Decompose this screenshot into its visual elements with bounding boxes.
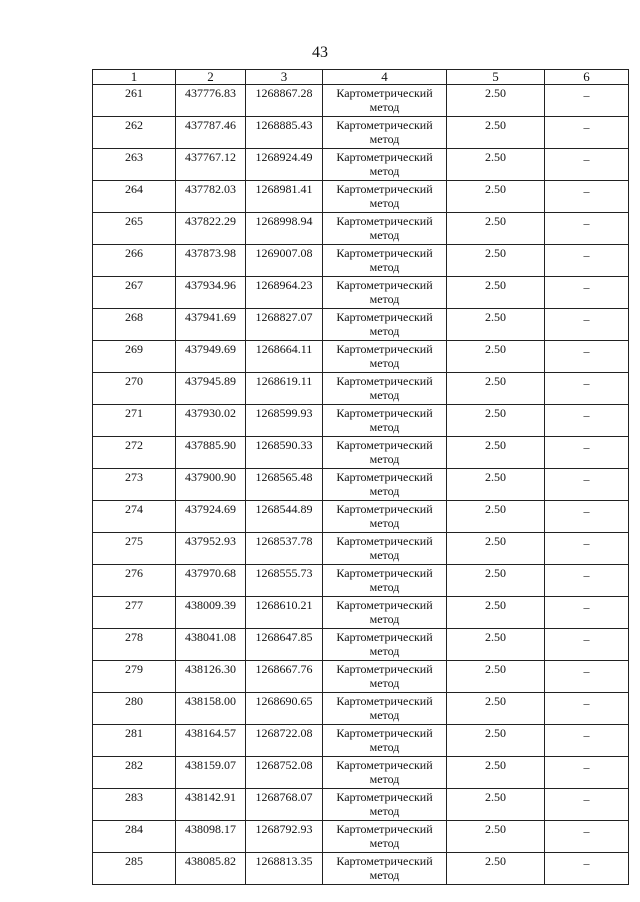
y-coordinate-cell: 1268565.48 bbox=[246, 469, 323, 501]
note-dash: – bbox=[583, 280, 590, 294]
point-number-cell: 273 bbox=[93, 469, 176, 501]
accuracy-cell: 2.50 bbox=[447, 501, 545, 533]
method-line-2: метод bbox=[369, 484, 400, 498]
x-coordinate-cell: 437934.96 bbox=[176, 277, 246, 309]
method-line-1: Картометрический bbox=[336, 182, 433, 196]
point-number-cell: 271 bbox=[93, 405, 176, 437]
method-line-1: Картометрический bbox=[336, 758, 433, 772]
point-number-cell: 281 bbox=[93, 725, 176, 757]
y-coordinate-cell: 1268981.41 bbox=[246, 181, 323, 213]
table-row bbox=[93, 597, 629, 629]
x-coordinate-cell: 437945.89 bbox=[176, 373, 246, 405]
x-coordinate-cell: 437949.69 bbox=[176, 341, 246, 373]
accuracy-cell: 2.50 bbox=[447, 853, 545, 885]
note-cell bbox=[545, 277, 629, 309]
point-number-cell: 285 bbox=[93, 853, 176, 885]
note-cell bbox=[545, 405, 629, 437]
method-line-1: Картометрический bbox=[336, 438, 433, 452]
note-dash: – bbox=[583, 792, 590, 806]
y-coordinate-cell: 1268885.43 bbox=[246, 117, 323, 149]
note-cell bbox=[545, 85, 629, 117]
note-cell bbox=[545, 661, 629, 693]
note-cell bbox=[545, 149, 629, 181]
method-cell bbox=[323, 213, 447, 245]
x-coordinate-cell: 438158.00 bbox=[176, 693, 246, 725]
method-line-1: Картометрический bbox=[336, 630, 433, 644]
table-row bbox=[93, 309, 629, 341]
point-number-cell: 276 bbox=[93, 565, 176, 597]
note-dash: – bbox=[583, 696, 590, 710]
header-col-4: 4 bbox=[323, 70, 447, 85]
method-line-2: метод bbox=[369, 324, 400, 338]
method-line-1: Картометрический bbox=[336, 726, 433, 740]
method-cell bbox=[323, 437, 447, 469]
y-coordinate-cell: 1268768.07 bbox=[246, 789, 323, 821]
x-coordinate-cell: 437782.03 bbox=[176, 181, 246, 213]
note-dash: – bbox=[583, 856, 590, 870]
y-coordinate-cell: 1268722.08 bbox=[246, 725, 323, 757]
point-number-cell: 277 bbox=[93, 597, 176, 629]
accuracy-cell: 2.50 bbox=[447, 565, 545, 597]
note-dash: – bbox=[583, 760, 590, 774]
table-row bbox=[93, 789, 629, 821]
method-line-1: Картометрический bbox=[336, 342, 433, 356]
table-row bbox=[93, 277, 629, 309]
table-row bbox=[93, 85, 629, 117]
note-cell bbox=[545, 693, 629, 725]
y-coordinate-cell: 1268590.33 bbox=[246, 437, 323, 469]
note-dash: – bbox=[583, 568, 590, 582]
method-line-2: метод bbox=[369, 868, 400, 882]
table-row bbox=[93, 533, 629, 565]
method-cell bbox=[323, 693, 447, 725]
method-cell bbox=[323, 181, 447, 213]
x-coordinate-cell: 437776.83 bbox=[176, 85, 246, 117]
note-dash: – bbox=[583, 664, 590, 678]
x-coordinate-cell: 438164.57 bbox=[176, 725, 246, 757]
x-coordinate-cell: 438009.39 bbox=[176, 597, 246, 629]
point-number-cell: 261 bbox=[93, 85, 176, 117]
note-dash: – bbox=[583, 312, 590, 326]
table-row bbox=[93, 245, 629, 277]
method-line-1: Картометрический bbox=[336, 118, 433, 132]
table-row bbox=[93, 853, 629, 885]
method-line-2: метод bbox=[369, 548, 400, 562]
method-line-1: Картометрический bbox=[336, 598, 433, 612]
table-row bbox=[93, 629, 629, 661]
note-cell bbox=[545, 757, 629, 789]
table-row bbox=[93, 725, 629, 757]
method-line-2: метод bbox=[369, 452, 400, 466]
x-coordinate-cell: 438159.07 bbox=[176, 757, 246, 789]
note-cell bbox=[545, 501, 629, 533]
accuracy-cell: 2.50 bbox=[447, 213, 545, 245]
method-line-2: метод bbox=[369, 388, 400, 402]
method-cell bbox=[323, 469, 447, 501]
note-dash: – bbox=[583, 824, 590, 838]
note-cell bbox=[545, 181, 629, 213]
x-coordinate-cell: 438142.91 bbox=[176, 789, 246, 821]
method-line-1: Картометрический bbox=[336, 662, 433, 676]
method-line-1: Картометрический bbox=[336, 854, 433, 868]
x-coordinate-cell: 437822.29 bbox=[176, 213, 246, 245]
method-cell bbox=[323, 117, 447, 149]
table-row bbox=[93, 437, 629, 469]
table-row bbox=[93, 661, 629, 693]
method-cell bbox=[323, 373, 447, 405]
x-coordinate-cell: 438098.17 bbox=[176, 821, 246, 853]
note-cell bbox=[545, 373, 629, 405]
method-line-1: Картометрический bbox=[336, 470, 433, 484]
y-coordinate-cell: 1268667.76 bbox=[246, 661, 323, 693]
x-coordinate-cell: 437952.93 bbox=[176, 533, 246, 565]
method-line-2: метод bbox=[369, 836, 400, 850]
note-cell bbox=[545, 341, 629, 373]
method-cell bbox=[323, 629, 447, 661]
method-line-1: Картометрический bbox=[336, 214, 433, 228]
method-line-1: Картометрический bbox=[336, 310, 433, 324]
point-number-cell: 266 bbox=[93, 245, 176, 277]
y-coordinate-cell: 1268813.35 bbox=[246, 853, 323, 885]
method-cell bbox=[323, 789, 447, 821]
y-coordinate-cell: 1268610.21 bbox=[246, 597, 323, 629]
accuracy-cell: 2.50 bbox=[447, 245, 545, 277]
method-cell bbox=[323, 565, 447, 597]
x-coordinate-cell: 437924.69 bbox=[176, 501, 246, 533]
accuracy-cell: 2.50 bbox=[447, 437, 545, 469]
note-cell bbox=[545, 469, 629, 501]
accuracy-cell: 2.50 bbox=[447, 341, 545, 373]
table-row bbox=[93, 373, 629, 405]
note-cell bbox=[545, 853, 629, 885]
note-cell bbox=[545, 213, 629, 245]
x-coordinate-cell: 438041.08 bbox=[176, 629, 246, 661]
table-row bbox=[93, 341, 629, 373]
x-coordinate-cell: 437767.12 bbox=[176, 149, 246, 181]
method-line-1: Картометрический bbox=[336, 406, 433, 420]
note-dash: – bbox=[583, 600, 590, 614]
note-cell bbox=[545, 117, 629, 149]
x-coordinate-cell: 437900.90 bbox=[176, 469, 246, 501]
note-dash: – bbox=[583, 184, 590, 198]
method-cell bbox=[323, 533, 447, 565]
header-col-6: 6 bbox=[545, 70, 629, 85]
x-coordinate-cell: 437930.02 bbox=[176, 405, 246, 437]
accuracy-cell: 2.50 bbox=[447, 725, 545, 757]
x-coordinate-cell: 437787.46 bbox=[176, 117, 246, 149]
page-number: 43 bbox=[312, 44, 328, 61]
method-line-2: метод bbox=[369, 612, 400, 626]
table-header bbox=[93, 70, 629, 85]
x-coordinate-cell: 438085.82 bbox=[176, 853, 246, 885]
table-body bbox=[93, 85, 629, 885]
accuracy-cell: 2.50 bbox=[447, 277, 545, 309]
table-row bbox=[93, 213, 629, 245]
accuracy-cell: 2.50 bbox=[447, 373, 545, 405]
method-line-2: метод bbox=[369, 132, 400, 146]
table-row bbox=[93, 693, 629, 725]
method-line-2: метод bbox=[369, 196, 400, 210]
accuracy-cell: 2.50 bbox=[447, 597, 545, 629]
table-row bbox=[93, 469, 629, 501]
y-coordinate-cell: 1268924.49 bbox=[246, 149, 323, 181]
table-row bbox=[93, 117, 629, 149]
point-number-cell: 283 bbox=[93, 789, 176, 821]
method-cell bbox=[323, 821, 447, 853]
point-number-cell: 275 bbox=[93, 533, 176, 565]
table-row bbox=[93, 757, 629, 789]
y-coordinate-cell: 1268792.93 bbox=[246, 821, 323, 853]
point-number-cell: 263 bbox=[93, 149, 176, 181]
method-cell bbox=[323, 405, 447, 437]
x-coordinate-cell: 437885.90 bbox=[176, 437, 246, 469]
method-line-2: метод bbox=[369, 100, 400, 114]
note-cell bbox=[545, 437, 629, 469]
y-coordinate-cell: 1268619.11 bbox=[246, 373, 323, 405]
y-coordinate-cell: 1268998.94 bbox=[246, 213, 323, 245]
method-cell bbox=[323, 661, 447, 693]
header-col-2: 2 bbox=[176, 70, 246, 85]
point-number-cell: 268 bbox=[93, 309, 176, 341]
method-line-1: Картометрический bbox=[336, 694, 433, 708]
accuracy-cell: 2.50 bbox=[447, 789, 545, 821]
point-number-cell: 280 bbox=[93, 693, 176, 725]
y-coordinate-cell: 1268752.08 bbox=[246, 757, 323, 789]
method-line-1: Картометрический bbox=[336, 86, 433, 100]
table-row bbox=[93, 405, 629, 437]
y-coordinate-cell: 1268537.78 bbox=[246, 533, 323, 565]
point-number-cell: 278 bbox=[93, 629, 176, 661]
method-line-1: Картометрический bbox=[336, 822, 433, 836]
y-coordinate-cell: 1268599.93 bbox=[246, 405, 323, 437]
method-line-2: метод bbox=[369, 772, 400, 786]
note-dash: – bbox=[583, 376, 590, 390]
accuracy-cell: 2.50 bbox=[447, 117, 545, 149]
method-cell bbox=[323, 277, 447, 309]
coordinates-table bbox=[92, 69, 629, 885]
accuracy-cell: 2.50 bbox=[447, 149, 545, 181]
method-line-2: метод bbox=[369, 228, 400, 242]
point-number-cell: 284 bbox=[93, 821, 176, 853]
accuracy-cell: 2.50 bbox=[447, 85, 545, 117]
table-row bbox=[93, 565, 629, 597]
method-cell bbox=[323, 501, 447, 533]
method-line-1: Картометрический bbox=[336, 374, 433, 388]
point-number-cell: 270 bbox=[93, 373, 176, 405]
method-line-2: метод bbox=[369, 164, 400, 178]
method-cell bbox=[323, 341, 447, 373]
method-cell bbox=[323, 597, 447, 629]
note-dash: – bbox=[583, 120, 590, 134]
note-cell bbox=[545, 533, 629, 565]
method-line-1: Картометрический bbox=[336, 534, 433, 548]
note-cell bbox=[545, 309, 629, 341]
accuracy-cell: 2.50 bbox=[447, 469, 545, 501]
method-line-2: метод bbox=[369, 708, 400, 722]
method-cell bbox=[323, 85, 447, 117]
accuracy-cell: 2.50 bbox=[447, 405, 545, 437]
note-dash: – bbox=[583, 216, 590, 230]
table-row bbox=[93, 821, 629, 853]
method-cell bbox=[323, 757, 447, 789]
note-dash: – bbox=[583, 248, 590, 262]
note-cell bbox=[545, 725, 629, 757]
note-cell bbox=[545, 597, 629, 629]
y-coordinate-cell: 1268867.28 bbox=[246, 85, 323, 117]
y-coordinate-cell: 1268690.65 bbox=[246, 693, 323, 725]
method-line-1: Картометрический bbox=[336, 790, 433, 804]
note-dash: – bbox=[583, 344, 590, 358]
point-number-cell: 262 bbox=[93, 117, 176, 149]
method-line-1: Картометрический bbox=[336, 150, 433, 164]
point-number-cell: 264 bbox=[93, 181, 176, 213]
method-cell bbox=[323, 149, 447, 181]
method-line-1: Картометрический bbox=[336, 246, 433, 260]
method-cell bbox=[323, 245, 447, 277]
method-cell bbox=[323, 309, 447, 341]
note-dash: – bbox=[583, 152, 590, 166]
point-number-cell: 267 bbox=[93, 277, 176, 309]
point-number-cell: 265 bbox=[93, 213, 176, 245]
method-line-2: метод bbox=[369, 644, 400, 658]
method-line-2: метод bbox=[369, 676, 400, 690]
point-number-cell: 282 bbox=[93, 757, 176, 789]
header-col-1: 1 bbox=[93, 70, 176, 85]
note-dash: – bbox=[583, 472, 590, 486]
y-coordinate-cell: 1268827.07 bbox=[246, 309, 323, 341]
method-line-1: Картометрический bbox=[336, 502, 433, 516]
accuracy-cell: 2.50 bbox=[447, 757, 545, 789]
method-line-2: метод bbox=[369, 804, 400, 818]
table-row bbox=[93, 181, 629, 213]
method-line-2: метод bbox=[369, 516, 400, 530]
accuracy-cell: 2.50 bbox=[447, 661, 545, 693]
method-line-2: метод bbox=[369, 292, 400, 306]
note-dash: – bbox=[583, 504, 590, 518]
header-col-3: 3 bbox=[246, 70, 323, 85]
method-line-2: метод bbox=[369, 356, 400, 370]
point-number-cell: 272 bbox=[93, 437, 176, 469]
y-coordinate-cell: 1269007.08 bbox=[246, 245, 323, 277]
method-cell bbox=[323, 853, 447, 885]
header-col-5: 5 bbox=[447, 70, 545, 85]
accuracy-cell: 2.50 bbox=[447, 533, 545, 565]
y-coordinate-cell: 1268555.73 bbox=[246, 565, 323, 597]
method-line-2: метод bbox=[369, 580, 400, 594]
accuracy-cell: 2.50 bbox=[447, 821, 545, 853]
note-cell bbox=[545, 789, 629, 821]
note-dash: – bbox=[583, 88, 590, 102]
y-coordinate-cell: 1268647.85 bbox=[246, 629, 323, 661]
x-coordinate-cell: 438126.30 bbox=[176, 661, 246, 693]
table-row bbox=[93, 149, 629, 181]
y-coordinate-cell: 1268544.89 bbox=[246, 501, 323, 533]
note-cell bbox=[545, 245, 629, 277]
point-number-cell: 274 bbox=[93, 501, 176, 533]
method-line-2: метод bbox=[369, 420, 400, 434]
x-coordinate-cell: 437970.68 bbox=[176, 565, 246, 597]
note-dash: – bbox=[583, 632, 590, 646]
note-cell bbox=[545, 629, 629, 661]
method-line-2: метод bbox=[369, 740, 400, 754]
y-coordinate-cell: 1268964.23 bbox=[246, 277, 323, 309]
method-line-1: Картометрический bbox=[336, 278, 433, 292]
x-coordinate-cell: 437941.69 bbox=[176, 309, 246, 341]
accuracy-cell: 2.50 bbox=[447, 629, 545, 661]
table-row bbox=[93, 501, 629, 533]
header-row bbox=[93, 70, 629, 85]
accuracy-cell: 2.50 bbox=[447, 309, 545, 341]
point-number-cell: 269 bbox=[93, 341, 176, 373]
method-line-1: Картометрический bbox=[336, 566, 433, 580]
note-dash: – bbox=[583, 728, 590, 742]
x-coordinate-cell: 437873.98 bbox=[176, 245, 246, 277]
y-coordinate-cell: 1268664.11 bbox=[246, 341, 323, 373]
point-number-cell: 279 bbox=[93, 661, 176, 693]
accuracy-cell: 2.50 bbox=[447, 693, 545, 725]
method-line-2: метод bbox=[369, 260, 400, 274]
note-dash: – bbox=[583, 536, 590, 550]
method-cell bbox=[323, 725, 447, 757]
note-cell bbox=[545, 565, 629, 597]
note-dash: – bbox=[583, 440, 590, 454]
note-dash: – bbox=[583, 408, 590, 422]
accuracy-cell: 2.50 bbox=[447, 181, 545, 213]
note-cell bbox=[545, 821, 629, 853]
